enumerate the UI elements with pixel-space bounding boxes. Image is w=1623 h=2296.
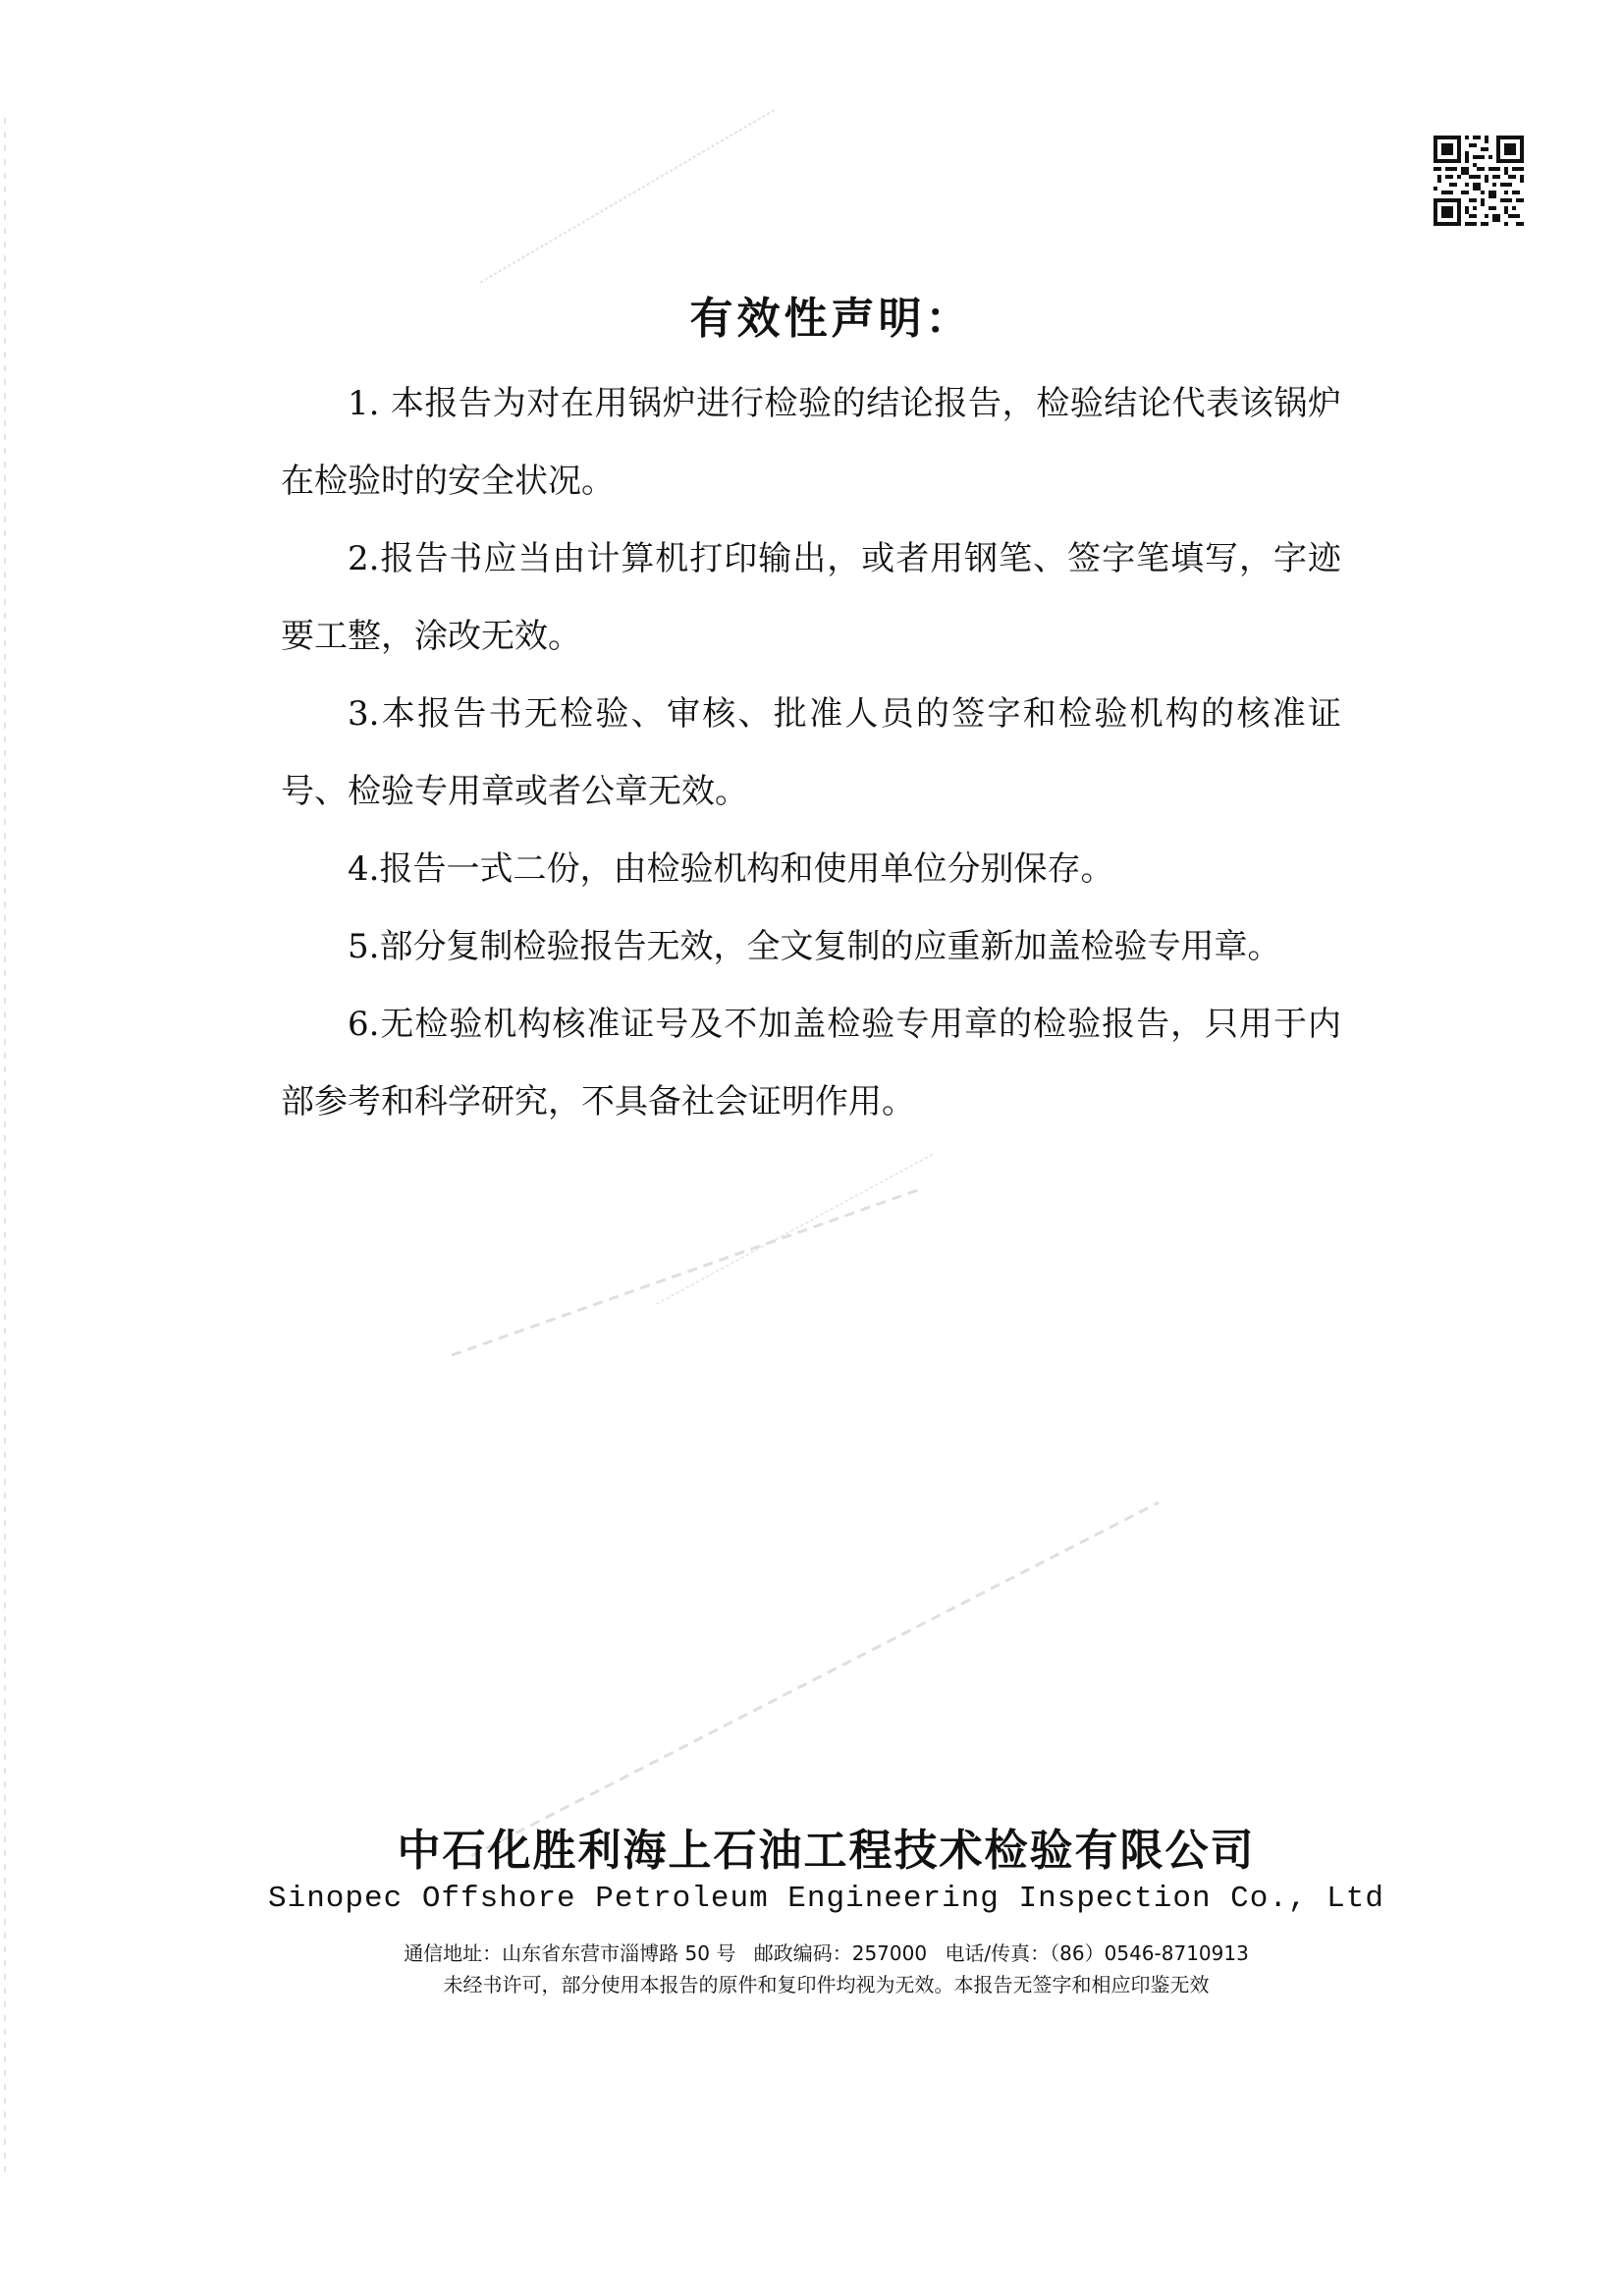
qr-code-icon bbox=[1434, 136, 1524, 226]
statement-6: 6.无检验机构核准证号及不加盖检验专用章的检验报告，只用于内部参考和科学研究，不具备社会证明作用。 bbox=[281, 1005, 1341, 1121]
statement-3: 3.本报告书无检验、审核、批准人员的签字和检验机构的核准证号、检验专用章或者公章无效。 bbox=[281, 694, 1341, 811]
company-name-cn: 中石化胜利海上石油工程技术检验有限公司 bbox=[397, 1826, 1256, 1876]
usage-notice: 未经书许可，部分使用本报告的原件和复印件均视为无效。本报告无签字和相应印鉴无效 bbox=[443, 1973, 1210, 1996]
postcode-text: 邮政编码：257000 bbox=[753, 1941, 928, 1965]
statement-4: 4.报告一式二份，由检验机构和使用单位分别保存。 bbox=[348, 849, 1114, 889]
validity-statements bbox=[281, 365, 1341, 1141]
page-title: 有效性声明： bbox=[689, 294, 973, 344]
company-name-en: Sinopec Offshore Petroleum Engineering Inspection Co., Ltd bbox=[268, 1882, 1384, 1916]
phone-text: 电话/传真：（86）0546-8710913 bbox=[945, 1941, 1249, 1965]
address-text: 通信地址：山东省东营市淄博路 50 号 bbox=[404, 1941, 736, 1965]
statement-1: 1. 本报告为对在用锅炉进行检验的结论报告，检验结论代表该锅炉在检验时的安全状况。 bbox=[281, 384, 1341, 501]
statement-2: 2.报告书应当由计算机打印输出，或者用钢笔、签字笔填写，字迹要工整，涂改无效。 bbox=[281, 539, 1341, 656]
contact-line bbox=[0, 1937, 1623, 1970]
faint-watermark-mid bbox=[452, 1139, 1139, 1375]
statement-5: 5.部分复制检验报告无效，全文复制的应重新加盖检验专用章。 bbox=[348, 927, 1281, 966]
company-footer bbox=[0, 1823, 1623, 1999]
